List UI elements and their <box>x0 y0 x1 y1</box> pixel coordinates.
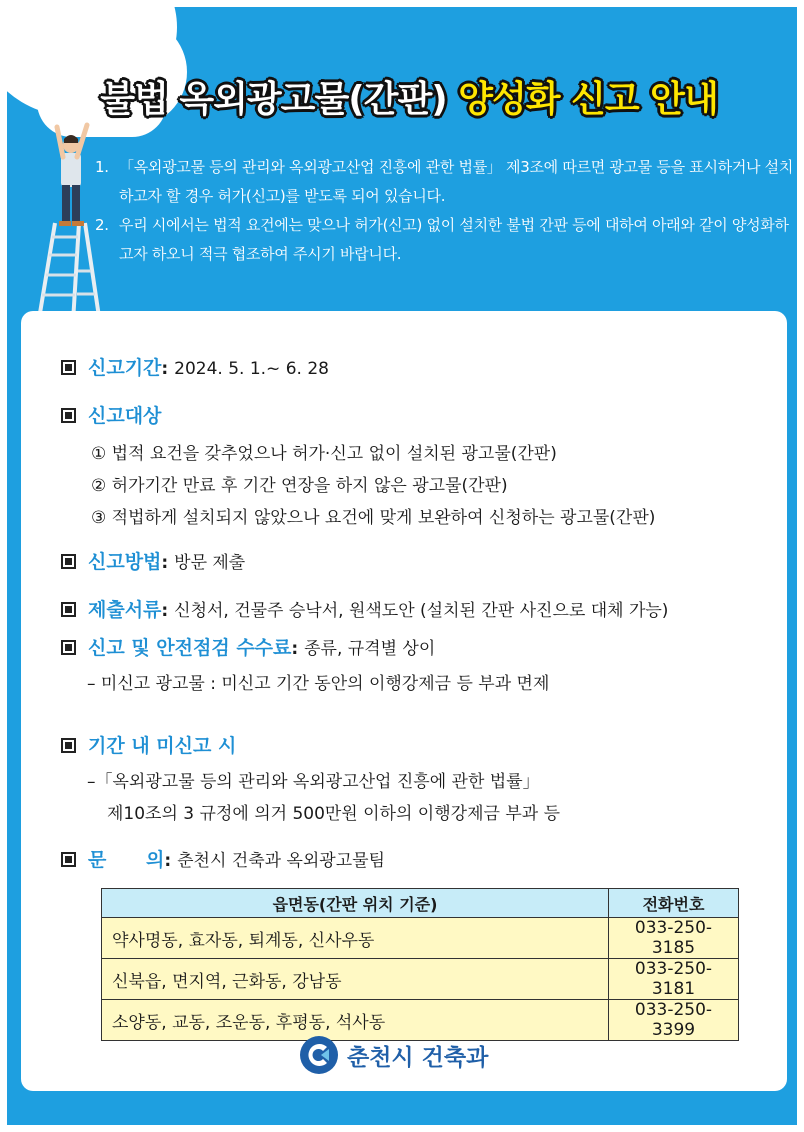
title-part-1: 불법 옥외광고물(간판) <box>100 79 447 120</box>
target-item: ① 법적 요건을 갖추었으나 허가·신고 없이 설치된 광고물(간판) <box>91 444 557 464</box>
bullet-square-icon <box>61 360 76 375</box>
section-target <box>61 401 161 428</box>
section-heading: 신고대상 <box>88 405 162 427</box>
footer-logo <box>299 1035 488 1075</box>
table-cell-phone: 033-250-3399 <box>609 1000 739 1041</box>
table-row <box>102 959 739 1000</box>
page-title <box>51 71 767 122</box>
table-cell-area: 신북읍, 면지역, 근화동, 강남동 <box>102 959 609 1000</box>
section-documents: 제출서류: 신청서, 건물주 승낙서, 원색도안 (설치된 간판 사진으로 대체 가능) <box>61 595 668 622</box>
section-value: 신청서, 건물주 승낙서, 원색도안 (설치된 간판 사진으로 대체 가능) <box>174 601 669 621</box>
bullet-square-icon <box>61 640 76 655</box>
table-cell-phone: 033-250-3185 <box>609 918 739 959</box>
table-header-cell: 전화번호 <box>609 889 739 918</box>
section-value: 2024. 5. 1.~ 6. 28 <box>174 359 329 379</box>
title-part-2: 양성화 신고 안내 <box>458 79 718 120</box>
intro-item-text: 「옥외광고물 등의 관리와 옥외광고산업 진흥에 관한 법률」 제3조에 따르면 광고물 등을 표시하거나 설치하고자 할 경우 허가(신고)를 받도록 되어 있습니다. <box>119 158 794 205</box>
section-heading: 기간 내 미신고 시 <box>88 735 237 757</box>
section-heading: 문 의 <box>88 849 165 871</box>
target-item: ③ 적법하게 설치되지 않았으나 요건에 맞게 보완하여 신청하는 광고물(간판) <box>91 508 656 528</box>
intro-item <box>95 211 795 269</box>
table-cell-area: 소양동, 교동, 조운동, 후평동, 석사동 <box>102 1000 609 1041</box>
bullet-square-icon <box>61 738 76 753</box>
target-item: ② 허가기간 만료 후 기간 연장을 하지 않은 광고물(간판) <box>91 476 508 496</box>
chuncheon-logo-icon <box>299 1035 339 1075</box>
intro-item <box>95 153 795 211</box>
table-row <box>102 918 739 959</box>
section-unreported <box>61 731 236 758</box>
section-heading: 신고기간 <box>88 357 162 379</box>
section-fee: 신고 및 안전점검 수수료: 종류, 규격별 상이 <box>61 633 435 660</box>
fee-note: – 미신고 광고물 : 미신고 기간 동안의 이행강제금 등 부과 면제 <box>87 674 550 694</box>
bullet-square-icon <box>61 602 76 617</box>
table-header-row <box>102 889 739 918</box>
bullet-square-icon <box>61 554 76 569</box>
bullet-square-icon <box>61 852 76 867</box>
section-heading: 신고방법 <box>88 551 162 573</box>
section-value: 춘천시 건축과 옥외광고물팀 <box>177 851 385 871</box>
table-cell-area: 약사명동, 효자동, 퇴계동, 신사우동 <box>102 918 609 959</box>
section-method: 신고방법: 방문 제출 <box>61 547 245 574</box>
intro-item-number: 2. <box>95 216 109 234</box>
unreported-line: 제10조의 3 규정에 의거 500만원 이하의 이행강제금 부과 등 <box>107 804 560 824</box>
table-header-cell: 읍면동(간판 위치 기준) <box>102 889 609 918</box>
content-panel <box>21 311 787 1091</box>
contact-table <box>101 888 739 1041</box>
section-value: 방문 제출 <box>174 553 246 573</box>
intro-item-text: 우리 시에서는 법적 요건에는 맞으나 허가(신고) 없이 설치한 불법 간판 등에 대하여 아래와 같이 양성화하고자 하오니 적극 협조하여 주시기 바랍니다. <box>119 216 789 263</box>
intro-text <box>95 153 795 269</box>
section-heading: 제출서류 <box>88 599 162 621</box>
footer-org-name: 춘천시 건축과 <box>347 1044 489 1071</box>
section-value: 종류, 규격별 상이 <box>304 639 436 659</box>
table-cell-phone: 033-250-3181 <box>609 959 739 1000</box>
bullet-square-icon <box>61 408 76 423</box>
section-inquiry: 문 의: 춘천시 건축과 옥외광고물팀 <box>61 845 385 872</box>
section-heading: 신고 및 안전점검 수수료 <box>88 637 292 659</box>
unreported-line: –「옥외광고물 등의 관리와 옥외광고산업 진흥에 관한 법률」 <box>87 772 540 792</box>
section-period: 신고기간: 2024. 5. 1.~ 6. 28 <box>61 353 329 380</box>
intro-item-number: 1. <box>95 158 109 176</box>
blue-background <box>7 7 797 1125</box>
